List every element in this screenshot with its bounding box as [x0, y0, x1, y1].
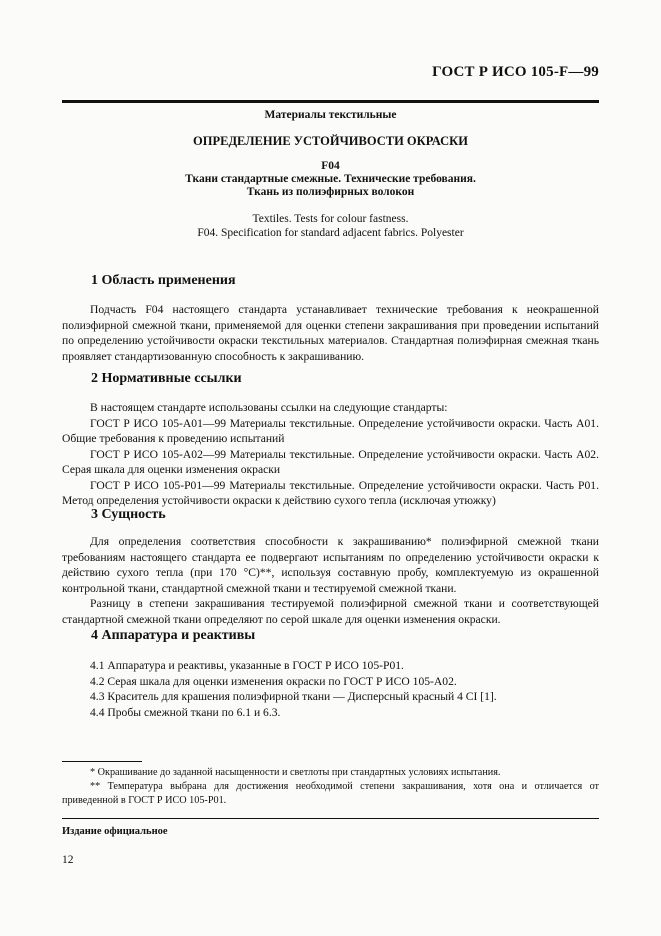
footer-rule — [62, 818, 599, 819]
section-1-body — [62, 302, 599, 364]
section-3-body — [62, 534, 599, 627]
list-item: 4.1 Аппаратура и реактивы, указанные в ГОСТ Р ИСО 105-Р01. — [90, 659, 404, 672]
section-3-paragraph-2: Разницу в степени закрашивания тестируемой полиэфирной смежной ткани и соответствующей стандартной смежной ткани определяют по серой шкале для оценки изменения окраски. — [62, 597, 599, 626]
reference-1: ГОСТ Р ИСО 105-А01—99 Материалы текстильные. Определение устойчивости окраски. Часть А01. Общие требования к проведению испытаний — [62, 416, 599, 445]
section-1-text: Подчасть F04 настоящего стандарта устанавливает технические требования к неокрашенной полиэфирной смежной ткани, применяемой для оценки степени закрашивания при проведении испытаний по определению устойчивости окраски текстильных материалов. Стандартная полиэфирная смежная ткань проявляет стандартизованную способность к закрашиванию. — [62, 303, 599, 363]
section-2-body — [62, 400, 599, 509]
footnote-rule — [62, 761, 142, 762]
section-4-list — [62, 658, 599, 720]
title-main: ОПРЕДЕЛЕНИЕ УСТОЙЧИВОСТИ ОКРАСКИ — [193, 134, 468, 148]
standard-header: ГОСТ Р ИСО 105-F—99 — [432, 64, 599, 80]
header-rule — [62, 100, 599, 103]
subtitle-line-1: Ткани стандартные смежные. Технические требования. — [185, 173, 476, 185]
section-1-heading: 1 Область применения — [91, 273, 236, 288]
footnotes — [62, 766, 599, 808]
title-category: Материалы текстильные — [264, 109, 397, 121]
footnote-1: * Окрашивание до заданной насыщенности и светлоты при стандартных условиях испытания. — [90, 767, 501, 778]
section-2-intro: В настоящем стандарте использованы ссылки на следующие стандарты: — [90, 401, 448, 414]
english-title-line-1: Textiles. Tests for colour fastness. — [252, 213, 409, 225]
subtitle-line-2: Ткань из полиэфирных волокон — [246, 186, 415, 198]
reference-3: ГОСТ Р ИСО 105-Р01—99 Материалы текстильные. Определение устойчивости окраски. Часть Р01. Метод определения устойчивости окраски к действию сухого тепла (исключая утюжку) — [62, 478, 599, 507]
title-part — [62, 160, 599, 199]
section-4-heading: 4 Аппаратура и реактивы — [91, 628, 256, 643]
list-item: 4.2 Серая шкала для оценки изменения окраски по ГОСТ Р ИСО 105-А02. — [90, 674, 457, 688]
section-2-heading: 2 Нормативные ссылки — [91, 371, 242, 386]
list-item: 4.4 Пробы смежной ткани по 6.1 и 6.3. — [90, 705, 281, 719]
page-number: 12 — [62, 854, 74, 866]
section-3-paragraph-1: Для определения соответствия способности к закрашиванию* полиэфирной смежной ткани требованиям настоящего стандарта ее подвергают испытаниям по определению устойчивости окраски к действию сухого тепла (при 170 °С)**, используя составную пробу, комплектуемую из окрашенной контрольной ткани, стандартной смежной ткани и тестируемой смежной ткани. — [62, 535, 599, 595]
english-title — [62, 212, 599, 240]
official-edition-label: Издание официальное — [62, 826, 168, 837]
list-item: 4.3 Краситель для крашения полиэфирной ткани — Дисперсный красный 4 CI [1]. — [90, 690, 497, 703]
reference-2: ГОСТ Р ИСО 105-А02—99 Материалы текстильные. Определение устойчивости окраски. Часть А02. Серая шкала для оценки изменения окраски — [62, 447, 599, 476]
footnote-2: ** Температура выбрана для достижения необходимой степени закрашивания, хотя она и отличается от приведенной в ГОСТ Р ИСО 105-Р01. — [62, 781, 599, 806]
part-code: F04 — [321, 160, 340, 172]
section-3-heading: 3 Сущность — [91, 507, 166, 522]
english-title-line-2: F04. Specification for standard adjacent fabrics. Polyester — [197, 227, 464, 239]
